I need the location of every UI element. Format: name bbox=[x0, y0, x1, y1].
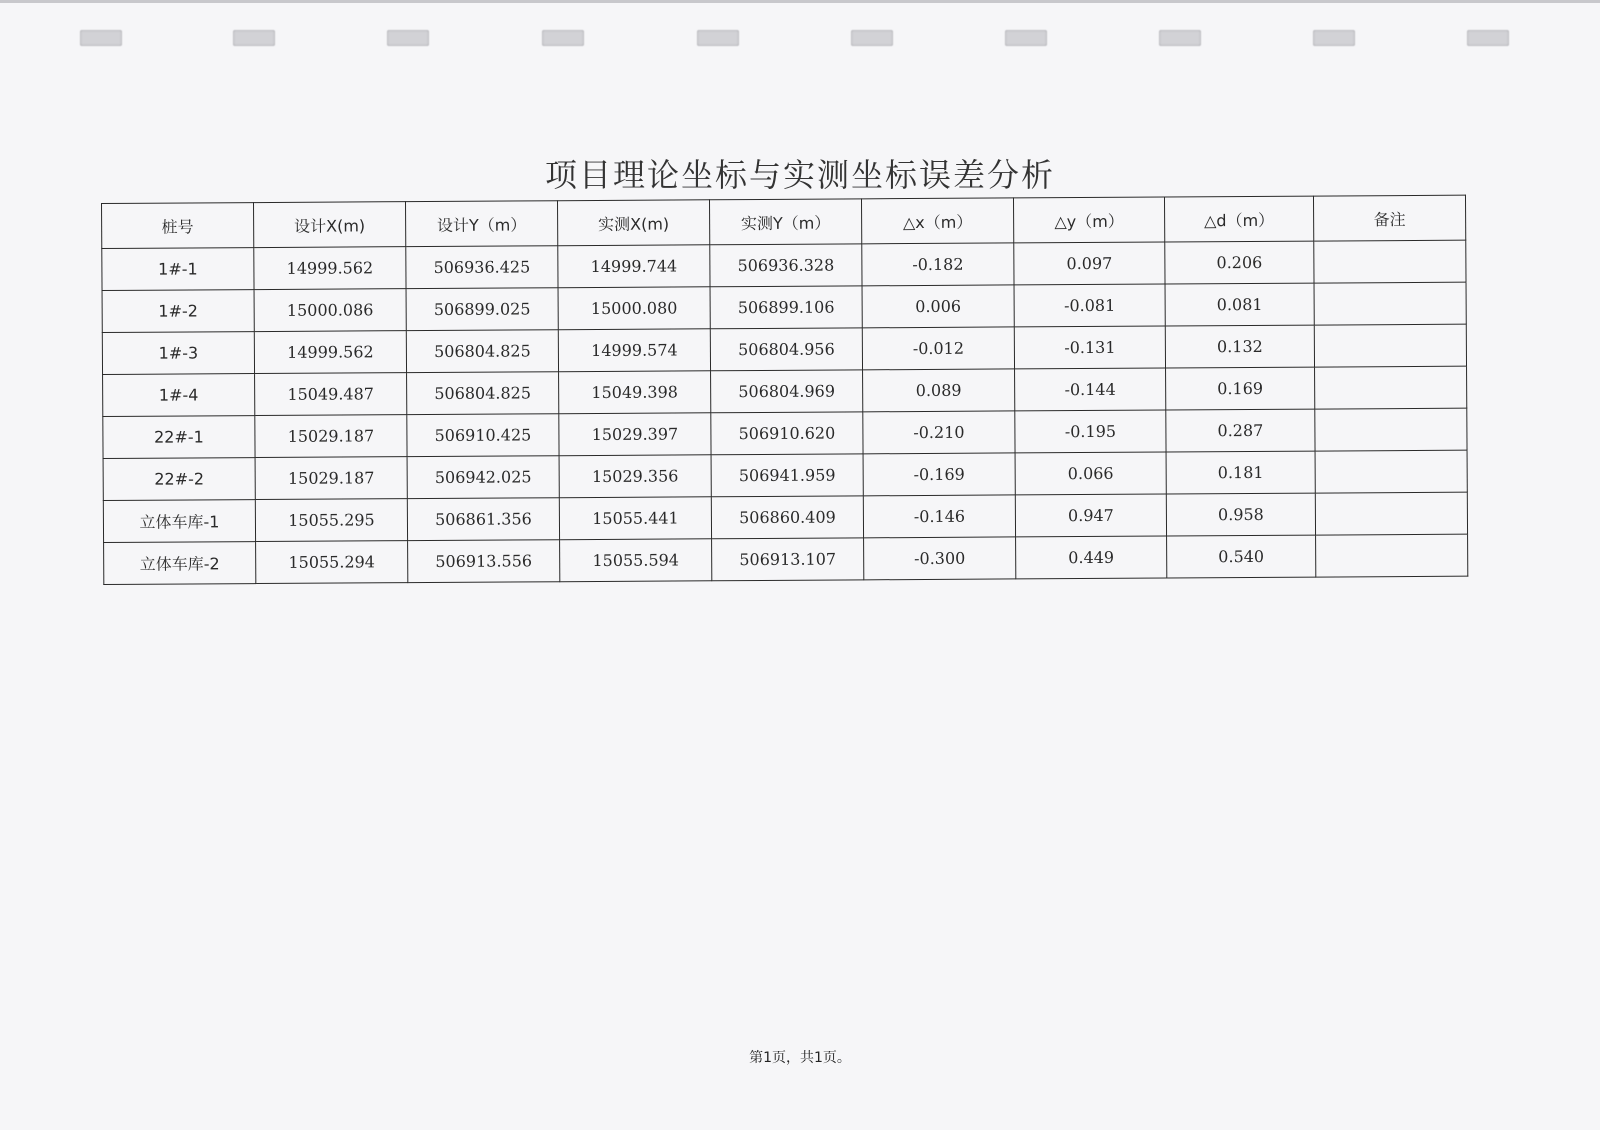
cell-delta-x: -0.300 bbox=[864, 537, 1016, 580]
cell-measured-y: 506941.959 bbox=[711, 454, 863, 497]
cell-delta-x: -0.210 bbox=[863, 411, 1015, 454]
table-row bbox=[104, 534, 1468, 584]
cell-design-y: 506936.425 bbox=[406, 246, 558, 289]
cell-measured-x: 15049.398 bbox=[559, 371, 711, 414]
document-title: 项目理论坐标与实测坐标误差分析 bbox=[544, 156, 1055, 194]
cell-pile-no: 1#-3 bbox=[102, 332, 254, 375]
cell-delta-y: 0.449 bbox=[1016, 536, 1167, 579]
cell-delta-y: -0.195 bbox=[1015, 410, 1166, 453]
cell-measured-y: 506804.956 bbox=[710, 328, 862, 371]
cell-measured-x: 15000.080 bbox=[558, 287, 710, 330]
cell-pile-no: 1#-2 bbox=[102, 290, 254, 333]
cell-delta-x: -0.182 bbox=[862, 243, 1014, 286]
cell-design-x: 14999.562 bbox=[254, 247, 406, 290]
page-footer: 第1页，共1页。 bbox=[749, 1050, 851, 1066]
header-measured-x: 实测X(m) bbox=[557, 200, 709, 246]
cell-pile-no: 22#-2 bbox=[103, 458, 255, 501]
cell-measured-x: 15029.397 bbox=[559, 413, 711, 456]
cell-design-y: 506804.825 bbox=[406, 330, 558, 373]
cell-remarks bbox=[1315, 366, 1467, 409]
cell-pile-no: 立体车库-2 bbox=[104, 542, 256, 585]
cell-delta-y: -0.081 bbox=[1014, 284, 1165, 327]
cell-delta-y: -0.131 bbox=[1014, 326, 1165, 369]
cell-measured-y: 506913.107 bbox=[712, 538, 864, 581]
binding-hole bbox=[1467, 30, 1509, 46]
cell-design-y: 506804.825 bbox=[407, 372, 559, 415]
header-delta-y: △y（m） bbox=[1013, 197, 1164, 243]
header-remarks: 备注 bbox=[1313, 195, 1465, 241]
header-pile-no: 桩号 bbox=[102, 203, 254, 249]
cell-delta-x: -0.012 bbox=[862, 327, 1014, 370]
cell-remarks bbox=[1314, 282, 1466, 325]
cell-design-y: 506861.356 bbox=[407, 498, 559, 541]
cell-pile-no: 1#-1 bbox=[102, 248, 254, 291]
error-analysis-table-wrap bbox=[101, 195, 1467, 585]
cell-measured-y: 506860.409 bbox=[711, 496, 863, 539]
cell-design-y: 506910.425 bbox=[407, 414, 559, 457]
cell-pile-no: 立体车库-1 bbox=[103, 500, 255, 543]
cell-pile-no: 22#-1 bbox=[103, 416, 255, 459]
binding-hole bbox=[233, 30, 275, 46]
cell-delta-d: 0.540 bbox=[1167, 535, 1316, 578]
header-design-y: 设计Y（m） bbox=[405, 201, 557, 247]
binding-hole bbox=[697, 30, 739, 46]
binding-hole bbox=[80, 30, 122, 46]
cell-delta-d: 0.206 bbox=[1165, 241, 1314, 284]
header-design-x: 设计X(m) bbox=[254, 202, 406, 248]
cell-delta-d: 0.287 bbox=[1166, 409, 1315, 452]
cell-measured-x: 15055.594 bbox=[560, 539, 712, 582]
cell-delta-d: 0.081 bbox=[1165, 283, 1314, 326]
cell-delta-y: -0.144 bbox=[1015, 368, 1166, 411]
cell-delta-d: 0.181 bbox=[1166, 451, 1315, 494]
cell-design-x: 15029.187 bbox=[255, 415, 407, 458]
binding-hole bbox=[1313, 30, 1355, 46]
cell-delta-d: 0.958 bbox=[1166, 493, 1315, 536]
cell-design-x: 15055.294 bbox=[256, 541, 408, 584]
cell-measured-x: 14999.574 bbox=[558, 329, 710, 372]
cell-measured-x: 15055.441 bbox=[559, 497, 711, 540]
header-measured-y: 实测Y（m） bbox=[709, 199, 861, 245]
header-delta-d: △d（m） bbox=[1164, 196, 1313, 242]
cell-remarks bbox=[1316, 534, 1468, 577]
cell-remarks bbox=[1314, 324, 1466, 367]
cell-delta-y: 0.947 bbox=[1015, 494, 1166, 537]
cell-design-x: 15055.295 bbox=[255, 499, 407, 542]
cell-delta-d: 0.169 bbox=[1166, 367, 1315, 410]
cell-delta-x: 0.089 bbox=[863, 369, 1015, 412]
cell-design-y: 506942.025 bbox=[407, 456, 559, 499]
cell-design-x: 15029.187 bbox=[255, 457, 407, 500]
cell-design-y: 506913.556 bbox=[408, 540, 560, 583]
cell-pile-no: 1#-4 bbox=[103, 374, 255, 417]
cell-measured-x: 14999.744 bbox=[558, 245, 710, 288]
cell-remarks bbox=[1315, 450, 1467, 493]
cell-remarks bbox=[1315, 492, 1467, 535]
cell-measured-x: 15029.356 bbox=[559, 455, 711, 498]
cell-remarks bbox=[1314, 240, 1466, 283]
binding-hole bbox=[1005, 30, 1047, 46]
binding-hole bbox=[1159, 30, 1201, 46]
cell-delta-y: 0.097 bbox=[1014, 242, 1165, 285]
cell-measured-y: 506899.106 bbox=[710, 286, 862, 329]
binding-hole bbox=[387, 30, 429, 46]
cell-delta-x: -0.146 bbox=[863, 495, 1015, 538]
header-delta-x: △x（m） bbox=[861, 198, 1013, 244]
page-top-edge bbox=[0, 0, 1600, 3]
cell-remarks bbox=[1315, 408, 1467, 451]
binding-hole bbox=[851, 30, 893, 46]
cell-measured-y: 506910.620 bbox=[711, 412, 863, 455]
cell-measured-y: 506804.969 bbox=[711, 370, 863, 413]
cell-design-y: 506899.025 bbox=[406, 288, 558, 331]
cell-delta-x: 0.006 bbox=[862, 285, 1014, 328]
binding-hole bbox=[542, 30, 584, 46]
error-analysis-table bbox=[101, 195, 1468, 585]
cell-delta-y: 0.066 bbox=[1015, 452, 1166, 495]
cell-design-x: 14999.562 bbox=[254, 331, 406, 374]
cell-measured-y: 506936.328 bbox=[710, 244, 862, 287]
cell-delta-d: 0.132 bbox=[1165, 325, 1314, 368]
cell-design-x: 15049.487 bbox=[255, 373, 407, 416]
cell-delta-x: -0.169 bbox=[863, 453, 1015, 496]
cell-design-x: 15000.086 bbox=[254, 289, 406, 332]
